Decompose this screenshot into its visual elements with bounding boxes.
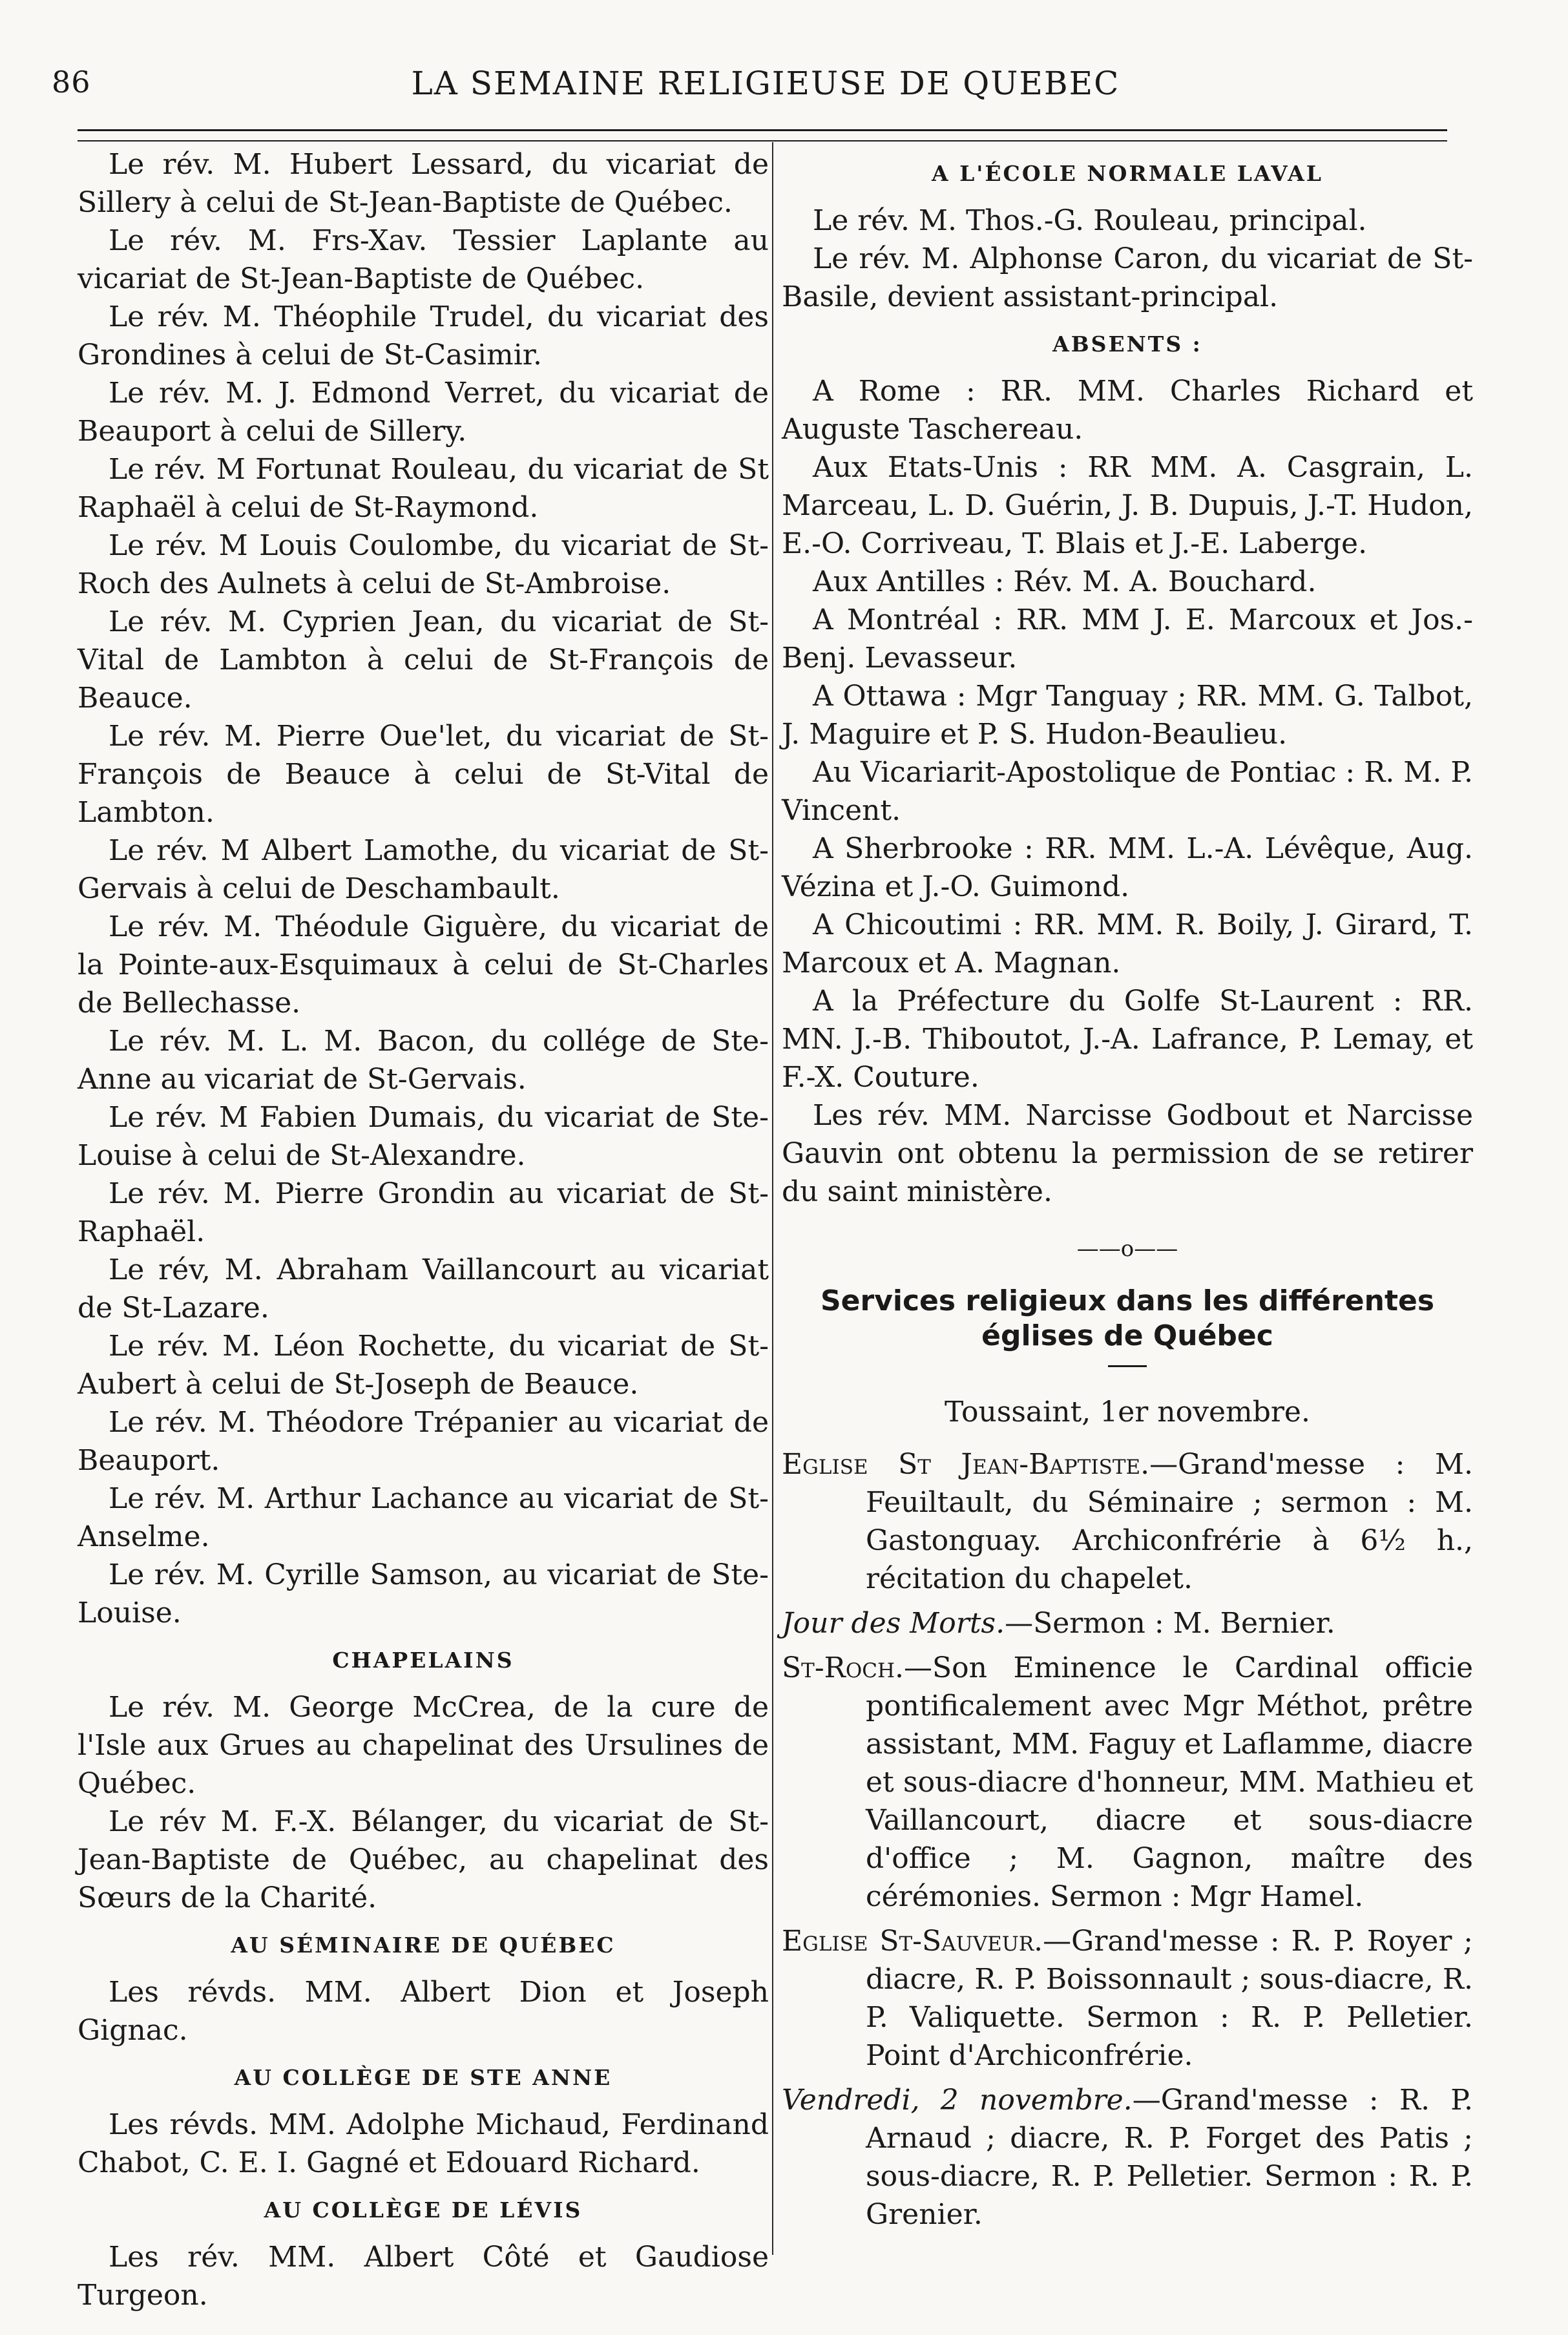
header-rule xyxy=(78,129,1447,141)
service-text: —Son Eminence le Cardinal officie pontificalement avec Mgr Méthot, prêtre assistant, MM. Faguy et Laflamme, diacre et sous-diacre d'honneur, MM. Mathieu et Vaillancourt, diacre et sous-diacre d'office ; M. Gagnon, maître des cérémonies. Sermon : Mgr Hamel. xyxy=(866,1651,1473,1913)
absent-paragraph: A la Préfecture du Golfe St-Laurent : RR. MN. J.-B. Thiboutot, J.-A. Lafrance, P. Lemay, et F.-X. Couture. xyxy=(782,985,1473,1094)
chapelain-paragraph: Le rév. M. George McCrea, de la cure de l'Isle aux Grues au chapelinat des Ursulines de Québec. xyxy=(78,1691,769,1800)
absent-paragraph: A Chicoutimi : RR. MM. R. Boily, J. Girard, T. Marcoux et A. Magnan. xyxy=(782,908,1473,979)
appointment-paragraph: Le rév. M. J. Edmond Verret, du vicariat de Beauport à celui de Sillery. xyxy=(78,377,769,448)
section-heading: A L'ÉCOLE NORMALE LAVAL xyxy=(932,161,1323,186)
appointment-paragraph: Le rév. M. Hubert Lessard, du vicariat de Sillery à celui de St-Jean-Baptiste de Québec. xyxy=(78,148,769,219)
absent-paragraph: Au Vicariarit-Apostolique de Pontiac : R. M. P. Vincent. xyxy=(782,756,1473,827)
appointment-paragraph: Le rév. M. Cyrille Samson, au vicariat de Ste-Louise. xyxy=(78,1558,769,1629)
service-text: —Sermon : M. Bernier. xyxy=(1005,1607,1335,1640)
section-heading: CHAPELAINS xyxy=(332,1648,514,1673)
appointment-paragraph: Le rév. M Fortunat Rouleau, du vicariat de St Raphaël à celui de St-Raymond. xyxy=(78,453,769,524)
ornament-separator: ——o—— xyxy=(1076,1236,1178,1262)
services-title: Services religieux dans les différentes églises de Québec xyxy=(820,1284,1435,1352)
column-divider xyxy=(772,142,773,2255)
appointment-paragraph: Le rév. M. Théodule Giguère, du vicariat de la Pointe-aux-Esquimaux à celui de St-Charles de Bellechasse. xyxy=(78,910,769,1020)
absent-paragraph: A Ottawa : Mgr Tanguay ; RR. MM. G. Talbot, J. Maguire et P. S. Hudon-Beaulieu. xyxy=(782,680,1473,751)
service-date: Jour des Morts. xyxy=(782,1607,1005,1640)
section-heading: ABSENTS : xyxy=(1052,331,1202,357)
appointment-paragraph: Le rév. M. Pierre Oue'let, du vicariat de St-François de Beauce à celui de St-Vital de Lambton. xyxy=(78,720,769,829)
service-entry xyxy=(782,1922,1473,2075)
absent-paragraph: A Sherbrooke : RR. MM. L.-A. Lévêque, Aug. Vézina et J.-O. Guimond. xyxy=(782,832,1473,903)
appointment-paragraph: Le rév. M. Théophile Trudel, du vicariat des Grondines à celui de St-Casimir. xyxy=(78,300,769,372)
page-number: 86 xyxy=(52,65,91,99)
short-dash-divider xyxy=(1108,1365,1147,1367)
service-date: Vendredi, 2 novembre. xyxy=(782,2084,1133,2117)
service-church: St-Roch. xyxy=(782,1651,904,1684)
absent-paragraph: Les rév. MM. Narcisse Godbout et Narcisse Gauvin ont obtenu la permission de se retirer du saint ministère. xyxy=(782,1099,1473,1208)
appointment-paragraph: Le rév. M. Théodore Trépanier au vicariat de Beauport. xyxy=(78,1406,769,1477)
date-line: Toussaint, 1er novembre. xyxy=(945,1396,1310,1429)
right-column xyxy=(782,145,1473,2240)
absent-paragraph: A Rome : RR. MM. Charles Richard et Auguste Taschereau. xyxy=(782,375,1473,446)
appointment-paragraph: Le rév. M Louis Coulombe, du vicariat de St-Roch des Aulnets à celui de St-Ambroise. xyxy=(78,529,769,600)
ste-anne-paragraph: Les révds. MM. Adolphe Michaud, Ferdinand Chabot, C. E. I. Gagné et Edouard Richard. xyxy=(78,2108,769,2179)
appointment-paragraph: Le rév. M Fabien Dumais, du vicariat de Ste-Louise à celui de St-Alexandre. xyxy=(78,1101,769,1172)
section-heading: AU SÉMINAIRE DE QUÉBEC xyxy=(231,1932,616,1958)
running-title: LA SEMAINE RELIGIEUSE DE QUEBEC xyxy=(411,65,1120,102)
normale-paragraph: Le rév. M. Alphonse Caron, du vicariat de St-Basile, devient assistant-principal. xyxy=(782,242,1473,313)
appointment-paragraph: Le rév. M. Arthur Lachance au vicariat de St-Anselme. xyxy=(78,1482,769,1553)
appointment-paragraph: Le rév. M. Léon Rochette, du vicariat de St-Aubert à celui de St-Joseph de Beauce. xyxy=(78,1330,769,1401)
service-entry xyxy=(782,1649,1473,1916)
page-header xyxy=(39,65,1467,136)
absent-paragraph: Aux Etats-Unis : RR MM. A. Casgrain, L. Marceau, L. D. Guérin, J. B. Dupuis, J.-T. Hudon, E.-O. Corriveau, T. Blais et J.-E. Laberge. xyxy=(782,451,1473,560)
service-text: —Grand'messe : R. P. Arnaud ; diacre, R. P. Forget des Patis ; sous-diacre, R. P. Pelletier. Sermon : R. P. Grenier. xyxy=(866,2084,1473,2231)
service-entry xyxy=(782,1604,1473,1642)
absent-paragraph: A Montréal : RR. MM J. E. Marcoux et Jos.-Benj. Levasseur. xyxy=(782,603,1473,675)
service-entry xyxy=(782,1445,1473,1598)
section-heading: AU COLLÈGE DE LÉVIS xyxy=(264,2197,583,2223)
chapelain-paragraph: Le rév M. F.-X. Bélanger, du vicariat de St-Jean-Baptiste de Québec, au chapelinat des Sœurs de la Charité. xyxy=(78,1805,769,1914)
levis-paragraph: Les rév. MM. Albert Côté et Gaudiose Turgeon. xyxy=(78,2241,769,2312)
appointment-paragraph: Le rév. M Albert Lamothe, du vicariat de St-Gervais à celui de Deschambault. xyxy=(78,834,769,905)
appointment-paragraph: Le rév. M. Cyprien Jean, du vicariat de St-Vital de Lambton à celui de St-François de Beauce. xyxy=(78,605,769,715)
normale-paragraph: Le rév. M. Thos.-G. Rouleau, principal. xyxy=(813,204,1367,237)
service-text: —Grand'messe : M. Feuiltault, du Séminaire ; sermon : M. Gastonguay. Archiconfrérie à 6½ h., récitation du chapelet. xyxy=(866,1448,1473,1595)
appointment-paragraph: Le rév. M. Frs-Xav. Tessier Laplante au vicariat de St-Jean-Baptiste de Québec. xyxy=(78,224,769,295)
absent-paragraph: Aux Antilles : Rév. M. A. Bouchard. xyxy=(813,565,1317,598)
appointment-paragraph: Le rév. M. L. M. Bacon, du collége de Ste-Anne au vicariat de St-Gervais. xyxy=(78,1025,769,1096)
service-text: —Grand'messe : R. P. Royer ; diacre, R. P. Boissonnault ; sous-diacre, R. P. Valiquette. Sermon : R. P. Pelletier. Point d'Archiconfrérie. xyxy=(866,1925,1473,2072)
seminaire-paragraph: Les révds. MM. Albert Dion et Joseph Gignac. xyxy=(78,1976,769,2047)
appointment-paragraph: Le rév, M. Abraham Vaillancourt au vicariat de St-Lazare. xyxy=(78,1253,769,1325)
service-entry xyxy=(782,2081,1473,2234)
service-church: Eglise St Jean-Baptiste. xyxy=(782,1448,1150,1481)
appointment-paragraph: Le rév. M. Pierre Grondin au vicariat de St-Raphaël. xyxy=(78,1177,769,1248)
left-column xyxy=(78,145,769,2314)
service-church: Eglise St-Sauveur. xyxy=(782,1925,1043,1958)
section-heading: AU COLLÈGE DE STE ANNE xyxy=(234,2065,612,2090)
